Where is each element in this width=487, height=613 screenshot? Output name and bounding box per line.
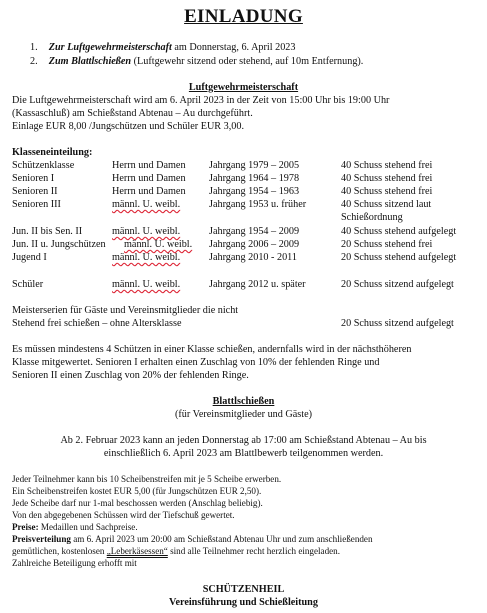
section-heading-blattl: Blattlschießen	[212, 396, 275, 407]
rules-line-2: Klasse mitgewertet. Senioren I erhalten einen Zuschlag von 10% der fehlenden Ringe und	[12, 357, 380, 368]
preise-text: Medaillen und Sachpreise.	[38, 522, 138, 532]
agenda-number: 2.	[30, 56, 38, 67]
blattl-line-2: Ein Scheibenstreifen kostet EUR 5,00 (für Jungschützen EUR 2,50).	[12, 486, 262, 496]
klasse-name: Schüler	[12, 279, 44, 290]
klasse-schuss: 40 Schuss stehend aufgelegt	[341, 226, 457, 237]
klasse-schuss: 40 Schuss stehend frei	[341, 160, 433, 171]
klasse-name: Schützenklasse	[12, 160, 75, 171]
klasse-jahrgang: Jahrgang 2006 – 2009	[209, 239, 300, 250]
klasse-jahrgang: Jahrgang 1964 – 1978	[209, 173, 300, 184]
meister-schuss: 20 Schuss sitzend aufgelegt	[341, 318, 454, 329]
agenda-bold: Zum Blattlschießen	[48, 56, 132, 67]
klasse-geschlecht: männl. U. weibl.	[112, 279, 181, 290]
klasse-name: Jugend I	[12, 252, 47, 263]
klasse-schuss: 20 Schuss stehend frei	[341, 239, 433, 250]
klasse-jahrgang: Jahrgang 2010 - 2011	[209, 252, 297, 263]
klasse-schuss: 40 Schuss sitzend laut	[341, 199, 432, 210]
klasse-geschlecht: männl. U. weibl.	[112, 226, 181, 237]
klasse-jahrgang: Jahrgang 1953 u. früher	[209, 199, 307, 210]
pv2-text-b: sind alle Teilnehmer recht herzlich eingeladen.	[167, 546, 340, 556]
klasse-name: Senioren I	[12, 173, 55, 184]
klasse-jahrgang: Jahrgang 1979 – 2005	[209, 160, 300, 171]
klasse-schuss-cont: Schießordnung	[341, 212, 403, 223]
section-heading-luftgewehr: Luftgewehrmeisterschaft	[188, 82, 299, 93]
lg-line-2: (Kassaschluß) am Schießstand Abtenau – Au durchgeführt.	[12, 108, 253, 119]
klasse-name: Jun. II bis Sen. II	[12, 226, 83, 237]
klasse-geschlecht: männl. U. weibl.	[112, 199, 181, 210]
lg-line-3: Einlage EUR 8,00 /Jungschützen und Schüler EUR 3,00.	[12, 121, 245, 132]
klasse-name: Senioren III	[12, 199, 61, 210]
blattl-subtitle: (für Vereinsmitglieder und Gäste)	[174, 409, 313, 420]
blattl-line-3: Jede Scheibe darf nur 1-mal beschossen werden (Anschlag beliebig).	[12, 498, 263, 508]
klasse-name: Senioren II	[12, 186, 58, 197]
agenda-number: 1.	[30, 42, 38, 53]
blattl-intro-2: einschließlich 6. April 2023 am Blattlbewerb teilgenommen werden.	[103, 448, 384, 459]
blattl-line-1: Jeder Teilnehmer kann bis 10 Scheibenstreifen mit je 5 Scheibe erwerben.	[12, 474, 282, 484]
agenda-text: (Luftgewehr sitzend oder stehend, auf 10m Entfernung).	[131, 56, 364, 67]
agenda-item-1	[30, 42, 296, 53]
klasse-jahrgang: Jahrgang 1954 – 1963	[209, 186, 300, 197]
blattl-intro-1: Ab 2. Februar 2023 kann an jeden Donnerstag ab 17:00 am Schießstand Abtenau – Au bis	[60, 435, 427, 446]
meister-line-2: Stehend frei schießen – ohne Altersklasse	[12, 318, 182, 329]
agenda-text: am Donnerstag, 6. April 2023	[171, 42, 296, 53]
preise-line	[12, 522, 138, 532]
klasse-schuss: 40 Schuss stehend frei	[341, 173, 433, 184]
blattl-line-4: Von den abgegebenen Schüssen wird der Tiefschuß gewertet.	[12, 510, 235, 520]
footer-greeting: SCHÜTZENHEIL	[202, 584, 285, 595]
klasse-schuss: 20 Schuss sitzend aufgelegt	[341, 279, 454, 290]
meister-line-1: Meisterserien für Gäste und Vereinsmitglieder die nicht	[12, 305, 239, 316]
klasse-geschlecht: männl. U. weibl.	[112, 252, 181, 263]
klasse-jahrgang: Jahrgang 1954 – 2009	[209, 226, 300, 237]
preisverteilung-line	[12, 534, 373, 544]
klasse-schuss: 20 Schuss stehend aufgelegt	[341, 252, 457, 263]
klasse-geschlecht: Herrn und Damen	[112, 186, 186, 197]
klasse-schuss: 40 Schuss stehend frei	[341, 186, 433, 197]
preisverteilung-label: Preisverteilung	[12, 534, 71, 544]
closing-line: Zahlreiche Beteiligung erhofft mit	[12, 558, 137, 568]
preise-label: Preise:	[12, 522, 39, 532]
klasse-jahrgang: Jahrgang 2012 u. später	[209, 279, 306, 290]
klasse-geschlecht: Herrn und Damen	[112, 160, 186, 171]
lg-line-1: Die Luftgewehrmeisterschaft wird am 6. April 2023 in der Zeit von 15:00 Uhr bis 19:00 Uhr	[12, 95, 390, 106]
pv2-text-a: gemütlichen, kostenlosen	[12, 546, 107, 556]
preisverteilung-line-2	[12, 546, 340, 556]
footer-signature: Vereinsführung und Schießleitung	[169, 597, 318, 608]
klassen-heading: Klasseneinteilung:	[12, 147, 93, 158]
klasse-geschlecht: Herrn und Damen	[112, 173, 186, 184]
rules-line-3: Senioren II einen Zuschlag von 20% der fehlenden Ringe.	[12, 370, 249, 381]
document-title: EINLADUNG	[184, 6, 303, 27]
agenda-bold: Zur Luftgewehrmeisterschaft	[48, 42, 172, 53]
preisverteilung-text: am 6. April 2023 um 20:00 am Schießstand Abtenau Uhr und zum anschließenden	[70, 534, 373, 544]
klasse-name: Jun. II u. Jungschützen	[12, 239, 106, 250]
klasse-geschlecht: männl. U. weibl.	[124, 239, 193, 250]
rules-line-1: Es müssen mindestens 4 Schützen in einer Klasse schießen, andernfalls wird in der nächsthöheren	[12, 344, 412, 355]
agenda-item-2	[30, 56, 363, 67]
leberkaesessen-word: „Leberkäsessen“	[106, 546, 168, 556]
